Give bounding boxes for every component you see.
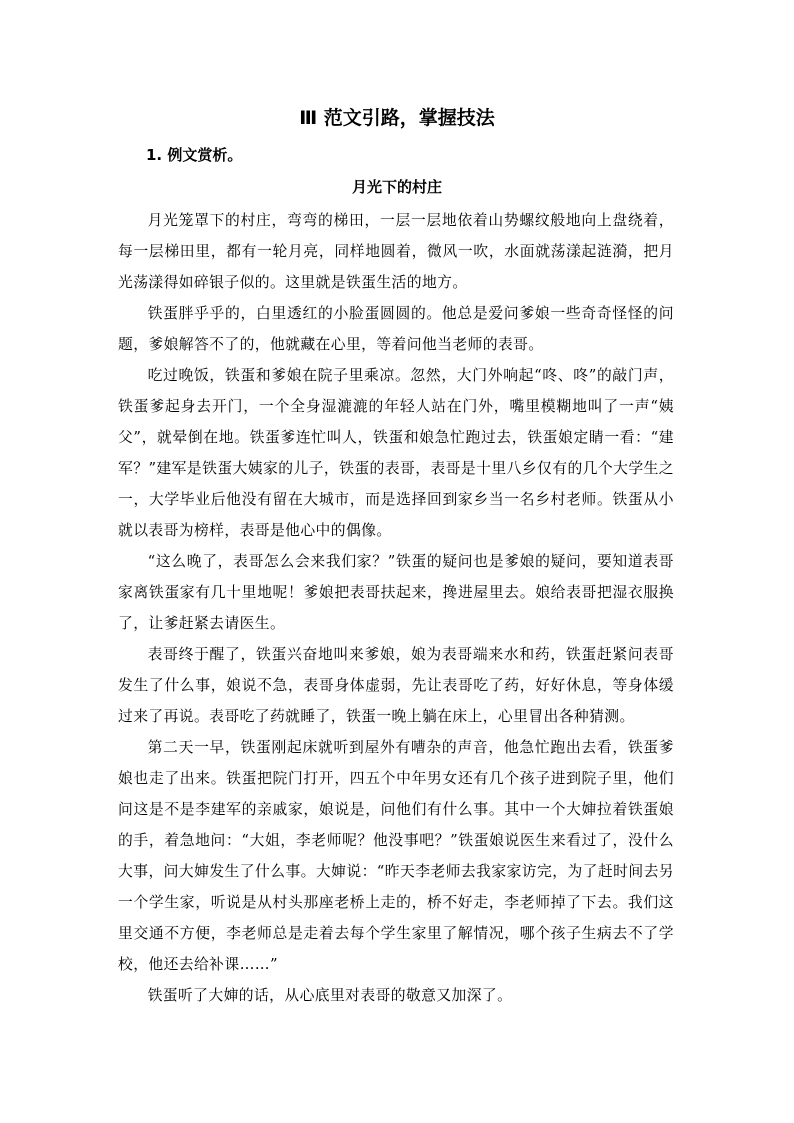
paragraph: 月光笼罩下的村庄，弯弯的梯田，一层一层地依着山势螺纹般地向上盘绕着，每一层梯田里，都有一轮月亮，同样地圆着，微风一吹，水面就荡漾起涟漪，把月光荡漾得如碎银子似的。这里就是铁蛋生活的地方。 <box>118 212 674 291</box>
sub-heading: 1. 例文赏析。 <box>146 146 243 164</box>
paragraph: 吃过晚饭，铁蛋和爹娘在院子里乘凉。忽然，大门外响起“咚、咚”的敲门声，铁蛋爹起身去开门，一个全身湿漉漉的年轻人站在门外，嘴里模糊地叫了一声“姨父”，就晕倒在地。铁蛋爹连忙叫人，铁蛋和娘急忙跑过去，铁蛋娘定睛一看：“建军？”建军是铁蛋大姨家的儿子，铁蛋的表哥，表哥是十里八乡仅有的几个大学生之一，大学毕业后他没有留在大城市，而是选择回到家乡当一名乡村老师。铁蛋从小就以表哥为榜样，表哥是他心中的偶像。 <box>118 367 674 539</box>
essay-title: 月光下的村庄 <box>351 178 442 196</box>
paragraph: “这么晚了，表哥怎么会来我们家？”铁蛋的疑问也是爹娘的疑问，要知道表哥家离铁蛋家有几十里地呢！爹娘把表哥扶起来，搀进屋里去。娘给表哥把湿衣服换了，让爹赶紧去请医生。 <box>118 553 674 632</box>
paragraph: 表哥终于醒了，铁蛋兴奋地叫来爹娘，娘为表哥端来水和药，铁蛋赶紧问表哥发生了什么事，娘说不急，表哥身体虚弱，先让表哥吃了药，好好休息，等身体缓过来了再说。表哥吃了药就睡了，铁蛋一晚上躺在床上，心里冒出各种猜测。 <box>118 646 674 725</box>
section-title: Ⅲ 范文引路，掌握技法 <box>299 107 495 129</box>
paragraph: 铁蛋听了大婶的话，从心底里对表哥的敬意又加深了。 <box>147 987 513 1004</box>
paragraph: 铁蛋胖乎乎的，白里透红的小脸蛋圆圆的。他总是爱问爹娘一些奇奇怪怪的问题，爹娘解答不了的，他就藏在心里，等着问他当老师的表哥。 <box>118 305 674 353</box>
paragraph: 第二天一早，铁蛋刚起床就听到屋外有嘈杂的声音，他急忙跑出去看，铁蛋爹娘也走了出来。铁蛋把院门打开，四五个中年男女还有几个孩子进到院子里，他们问这是不是李建军的亲戚家，娘说是，问他们有什么事。其中一个大婶拉着铁蛋娘的手，着急地问：“大姐，李老师呢？他没事吧？”铁蛋娘说医生来看过了，没什么大事，问大婶发生了什么事。大婶说：“昨天李老师去我家家访完，为了赶时间去另一个学生家，听说是从村头那座老桥上走的，桥不好走，李老师掉了下去。我们这里交通不方便，李老师总是走着去每个学生家里了解情况，哪个孩子生病去不了学校，他还去给补课……” <box>118 739 674 973</box>
essay-body <box>118 205 674 1011</box>
